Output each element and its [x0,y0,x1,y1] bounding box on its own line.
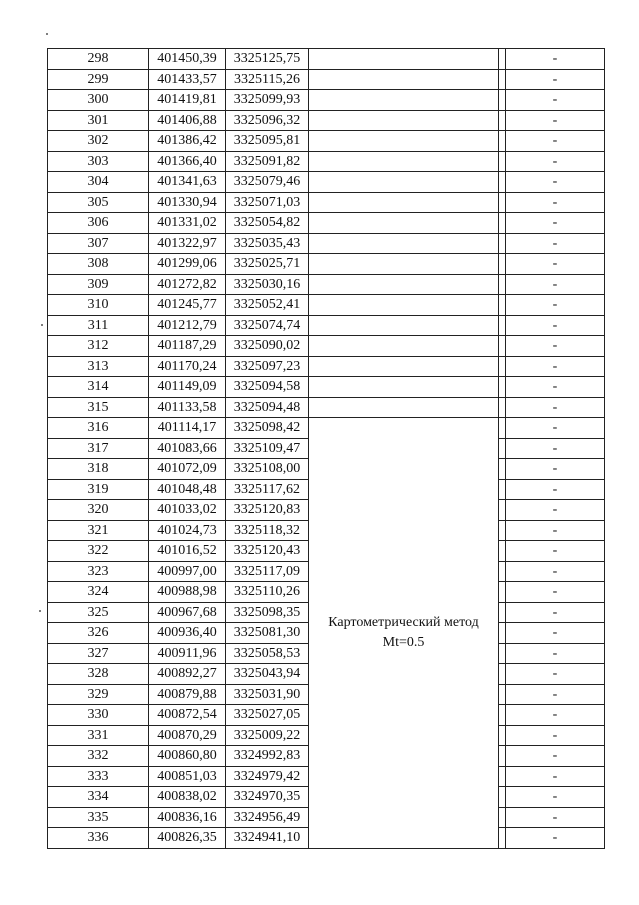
spacer-cell [499,602,506,623]
point-number: 334 [48,787,149,808]
coordinate-x: 400988,98 [149,582,226,603]
spacer-cell [499,520,506,541]
scan-speck [39,610,41,612]
dash-mark: - [506,520,605,541]
spacer-cell [499,90,506,111]
spacer-cell [499,500,506,521]
description-cell [309,131,499,152]
coordinate-y: 3325043,94 [226,664,309,685]
description-cell [309,192,499,213]
point-number: 333 [48,766,149,787]
coordinate-x: 401170,24 [149,356,226,377]
method-cell [309,418,499,849]
point-number: 320 [48,500,149,521]
scan-speck [46,33,48,35]
dash-mark: - [506,541,605,562]
point-number: 326 [48,623,149,644]
coordinate-x: 401133,58 [149,397,226,418]
point-number: 336 [48,828,149,849]
table-row [48,49,605,70]
spacer-cell [499,315,506,336]
point-number: 331 [48,725,149,746]
coordinate-y: 3325115,26 [226,69,309,90]
spacer-cell [499,684,506,705]
point-number: 308 [48,254,149,275]
coordinate-x: 401419,81 [149,90,226,111]
spacer-cell [499,49,506,70]
description-cell [309,90,499,111]
spacer-cell [499,664,506,685]
coordinate-y: 3325031,90 [226,684,309,705]
spacer-cell [499,418,506,439]
coordinate-y: 3325098,35 [226,602,309,623]
spacer-cell [499,582,506,603]
dash-mark: - [506,787,605,808]
dash-mark: - [506,377,605,398]
coordinate-x: 401450,39 [149,49,226,70]
coordinate-x: 401048,48 [149,479,226,500]
coordinate-x: 401299,06 [149,254,226,275]
description-cell [309,213,499,234]
table-row [48,131,605,152]
coordinate-y: 3325094,58 [226,377,309,398]
dash-mark: - [506,110,605,131]
table-row [48,315,605,336]
point-number: 310 [48,295,149,316]
coordinate-y: 3325035,43 [226,233,309,254]
spacer-cell [499,274,506,295]
coordinate-y: 3325109,47 [226,438,309,459]
coordinate-y: 3325090,02 [226,336,309,357]
dash-mark: - [506,438,605,459]
scan-speck [41,324,43,326]
point-number: 306 [48,213,149,234]
coordinate-y: 3324956,49 [226,807,309,828]
accuracy-label: Mt=0.5 [382,634,425,650]
point-number: 305 [48,192,149,213]
coordinate-x: 400997,00 [149,561,226,582]
coordinate-x: 401366,40 [149,151,226,172]
coordinate-x: 401245,77 [149,295,226,316]
coordinate-y: 3325099,93 [226,90,309,111]
point-number: 311 [48,315,149,336]
spacer-cell [499,828,506,849]
point-number: 324 [48,582,149,603]
dash-mark: - [506,582,605,603]
spacer-cell [499,131,506,152]
coordinate-x: 401024,73 [149,520,226,541]
point-number: 317 [48,438,149,459]
coordinate-y: 3325098,42 [226,418,309,439]
point-number: 335 [48,807,149,828]
spacer-cell [499,725,506,746]
description-cell [309,254,499,275]
dash-mark: - [506,479,605,500]
point-number: 325 [48,602,149,623]
table-row [48,110,605,131]
coordinate-x: 401433,57 [149,69,226,90]
dash-mark: - [506,295,605,316]
coordinate-y: 3325079,46 [226,172,309,193]
description-cell [309,356,499,377]
table-row [48,90,605,111]
point-number: 309 [48,274,149,295]
description-cell [309,110,499,131]
coordinate-x: 401149,09 [149,377,226,398]
dash-mark: - [506,336,605,357]
coordinate-x: 400826,35 [149,828,226,849]
dash-mark: - [506,418,605,439]
spacer-cell [499,623,506,644]
table-row [48,397,605,418]
coordinate-y: 3325117,62 [226,479,309,500]
coordinate-x: 400860,80 [149,746,226,767]
point-number: 300 [48,90,149,111]
point-number: 304 [48,172,149,193]
description-cell [309,69,499,90]
coordinate-y: 3324941,10 [226,828,309,849]
coordinate-y: 3325118,32 [226,520,309,541]
coordinate-y: 3325054,82 [226,213,309,234]
description-cell [309,172,499,193]
description-cell [309,274,499,295]
coordinate-x: 401083,66 [149,438,226,459]
coordinate-x: 400872,54 [149,705,226,726]
dash-mark: - [506,807,605,828]
table-row [48,254,605,275]
coordinates-table [47,48,605,849]
coordinate-y: 3325071,03 [226,192,309,213]
description-cell [309,49,499,70]
point-number: 302 [48,131,149,152]
coordinate-y: 3324992,83 [226,746,309,767]
description-cell [309,233,499,254]
point-number: 323 [48,561,149,582]
coordinate-x: 401187,29 [149,336,226,357]
method-label: Картометрический метод [328,615,479,631]
coordinate-x: 400838,02 [149,787,226,808]
dash-mark: - [506,459,605,480]
dash-mark: - [506,274,605,295]
coordinate-y: 3325120,83 [226,500,309,521]
coordinate-y: 3325091,82 [226,151,309,172]
coordinate-y: 3325094,48 [226,397,309,418]
point-number: 313 [48,356,149,377]
table-row [48,69,605,90]
point-number: 299 [48,69,149,90]
spacer-cell [499,459,506,480]
coordinate-y: 3325030,16 [226,274,309,295]
spacer-cell [499,295,506,316]
spacer-cell [499,561,506,582]
table-row [48,356,605,377]
coordinate-y: 3325058,53 [226,643,309,664]
dash-mark: - [506,90,605,111]
coordinate-x: 400836,16 [149,807,226,828]
coordinate-x: 400870,29 [149,725,226,746]
table-row [48,151,605,172]
coordinate-y: 3324970,35 [226,787,309,808]
spacer-cell [499,356,506,377]
spacer-cell [499,192,506,213]
dash-mark: - [506,397,605,418]
dash-mark: - [506,213,605,234]
spacer-cell [499,643,506,664]
dash-mark: - [506,315,605,336]
coordinate-x: 401330,94 [149,192,226,213]
point-number: 322 [48,541,149,562]
dash-mark: - [506,131,605,152]
table-row [48,172,605,193]
point-number: 301 [48,110,149,131]
coordinate-y: 3324979,42 [226,766,309,787]
coordinate-y: 3325052,41 [226,295,309,316]
table-row [48,233,605,254]
coordinate-x: 400851,03 [149,766,226,787]
point-number: 327 [48,643,149,664]
coordinate-x: 401114,17 [149,418,226,439]
point-number: 298 [48,49,149,70]
coordinate-y: 3325097,23 [226,356,309,377]
dash-mark: - [506,233,605,254]
spacer-cell [499,787,506,808]
dash-mark: - [506,172,605,193]
dash-mark: - [506,151,605,172]
coordinate-y: 3325025,71 [226,254,309,275]
dash-mark: - [506,49,605,70]
dash-mark: - [506,725,605,746]
dash-mark: - [506,356,605,377]
description-cell [309,336,499,357]
coordinate-x: 401386,42 [149,131,226,152]
spacer-cell [499,807,506,828]
coordinate-x: 400967,68 [149,602,226,623]
point-number: 332 [48,746,149,767]
coordinate-y: 3325096,32 [226,110,309,131]
dash-mark: - [506,500,605,521]
coordinate-y: 3325125,75 [226,49,309,70]
point-number: 303 [48,151,149,172]
coordinate-y: 3325027,05 [226,705,309,726]
spacer-cell [499,254,506,275]
description-cell [309,315,499,336]
dash-mark: - [506,69,605,90]
spacer-cell [499,479,506,500]
point-number: 329 [48,684,149,705]
table-row [48,192,605,213]
table-row [48,336,605,357]
dash-mark: - [506,766,605,787]
point-number: 312 [48,336,149,357]
coordinate-y: 3325108,00 [226,459,309,480]
description-cell [309,151,499,172]
coordinate-x: 400911,96 [149,643,226,664]
coordinate-y: 3325074,74 [226,315,309,336]
point-number: 307 [48,233,149,254]
coordinate-x: 401406,88 [149,110,226,131]
coordinate-x: 401072,09 [149,459,226,480]
spacer-cell [499,151,506,172]
spacer-cell [499,746,506,767]
dash-mark: - [506,643,605,664]
point-number: 314 [48,377,149,398]
coordinate-x: 401322,97 [149,233,226,254]
table-row [48,377,605,398]
dash-mark: - [506,561,605,582]
coordinate-x: 401272,82 [149,274,226,295]
table-row [48,295,605,316]
spacer-cell [499,377,506,398]
coordinate-y: 3325120,43 [226,541,309,562]
spacer-cell [499,233,506,254]
dash-mark: - [506,254,605,275]
coordinate-x: 400879,88 [149,684,226,705]
coordinate-x: 401341,63 [149,172,226,193]
spacer-cell [499,766,506,787]
coordinate-x: 400936,40 [149,623,226,644]
spacer-cell [499,213,506,234]
dash-mark: - [506,746,605,767]
dash-mark: - [506,664,605,685]
dash-mark: - [506,602,605,623]
point-number: 321 [48,520,149,541]
dash-mark: - [506,192,605,213]
spacer-cell [499,438,506,459]
coordinate-y: 3325117,09 [226,561,309,582]
coordinate-x: 400892,27 [149,664,226,685]
coordinate-x: 401016,52 [149,541,226,562]
dash-mark: - [506,623,605,644]
coordinate-y: 3325110,26 [226,582,309,603]
point-number: 316 [48,418,149,439]
point-number: 315 [48,397,149,418]
spacer-cell [499,336,506,357]
spacer-cell [499,397,506,418]
description-cell [309,397,499,418]
point-number: 328 [48,664,149,685]
spacer-cell [499,172,506,193]
dash-mark: - [506,705,605,726]
spacer-cell [499,110,506,131]
description-cell [309,295,499,316]
spacer-cell [499,69,506,90]
spacer-cell [499,705,506,726]
description-cell [309,377,499,398]
coordinate-y: 3325009,22 [226,725,309,746]
point-number: 330 [48,705,149,726]
coordinate-y: 3325081,30 [226,623,309,644]
dash-mark: - [506,684,605,705]
coordinate-x: 401212,79 [149,315,226,336]
coordinate-x: 401033,02 [149,500,226,521]
coordinate-x: 401331,02 [149,213,226,234]
table-row [48,213,605,234]
dash-mark: - [506,828,605,849]
point-number: 318 [48,459,149,480]
table-row [48,274,605,295]
point-number: 319 [48,479,149,500]
table-row [48,418,605,439]
spacer-cell [499,541,506,562]
coordinate-y: 3325095,81 [226,131,309,152]
